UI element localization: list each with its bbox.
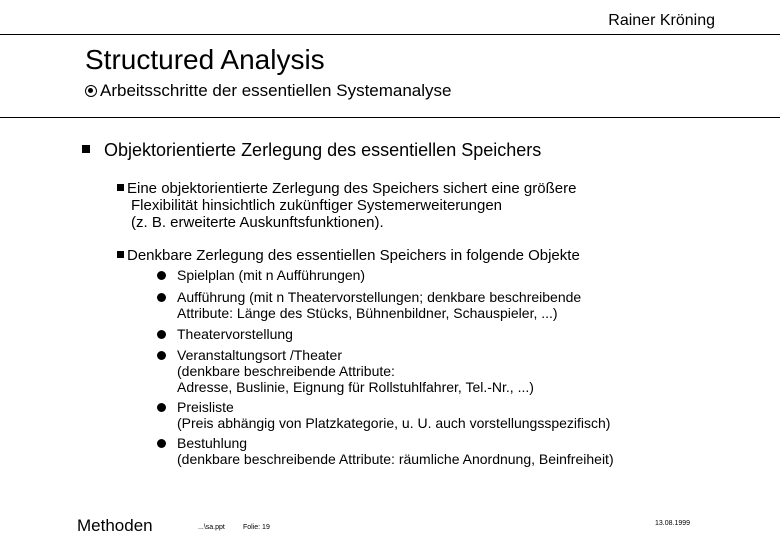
footer-date: 13.08.1999 [655,520,691,527]
sub-bullet-line: Denkbare Zerlegung des essentiellen Speichers in folgende Objekte [127,247,580,264]
header-divider [0,34,780,35]
list-item [157,289,581,321]
list-item-line: (denkbare beschreibende Attribute: räumliche Anordnung, Beinfreiheit) [177,451,614,467]
list-item-line: Aufführung (mit n Theatervorstellungen; denkbare beschreibende [177,289,582,305]
list-item-line: Adresse, Buslinie, Eignung für Rollstuhlfahrer, Tel.-Nr., ...) [177,379,534,395]
round-bullet-icon [157,293,166,302]
square-bullet-icon [117,251,124,258]
list-item-line: (denkbare beschreibende Attribute: [177,363,395,379]
footer-page-number: Folie: 19 [243,524,270,531]
target-bullet-icon [85,85,97,97]
main-bullet [82,140,541,161]
list-item-line: (Preis abhängig von Platzkategorie, u. U. auch vorstellungsspezifisch) [177,415,611,431]
title-divider [0,117,780,118]
slide-subtitle [85,81,452,101]
footer-title: Methoden [77,516,153,535]
main-bullet-text: Objektorientierte Zerlegung des essentiellen Speichers [104,140,542,160]
list-item-line: Preisliste [177,399,234,415]
list-item-line: Bestuhlung [177,435,248,451]
sub-bullet [117,180,576,231]
list-item [157,347,534,395]
sub-bullet [117,247,580,264]
round-bullet-icon [157,351,166,360]
round-bullet-icon [157,403,166,412]
list-item-line: Attribute: Länge des Stücks, Bühnenbildner, Schauspieler, ...) [177,305,558,321]
sub-bullet-line: (z. B. erweiterte Auskunftsfunktionen). [131,214,384,231]
round-bullet-icon [157,330,166,339]
subtitle-text: Arbeitsschritte der essentiellen Systemanalyse [100,81,452,100]
list-item-line: Theatervorstellung [177,326,293,342]
slide-title: Structured Analysis [85,44,325,75]
square-bullet-icon [82,145,90,153]
sub-bullet-line: Flexibilität hinsichtlich zukünftiger Systemerweiterungen [131,197,503,214]
list-item [157,326,293,342]
list-item [157,267,365,283]
list-item [157,435,614,467]
footer-filename: ...\sa.ppt [198,524,225,531]
square-bullet-icon [117,184,124,191]
round-bullet-icon [157,439,166,448]
sub-bullet-line: Eine objektorientierte Zerlegung des Speichers sichert eine größere [127,180,577,197]
author-name: Rainer Kröning [608,12,715,29]
round-bullet-icon [157,271,166,280]
list-item-line: Spielplan (mit n Aufführungen) [177,267,366,283]
list-item-line: Veranstaltungsort /Theater [177,347,342,363]
list-item [157,399,610,431]
